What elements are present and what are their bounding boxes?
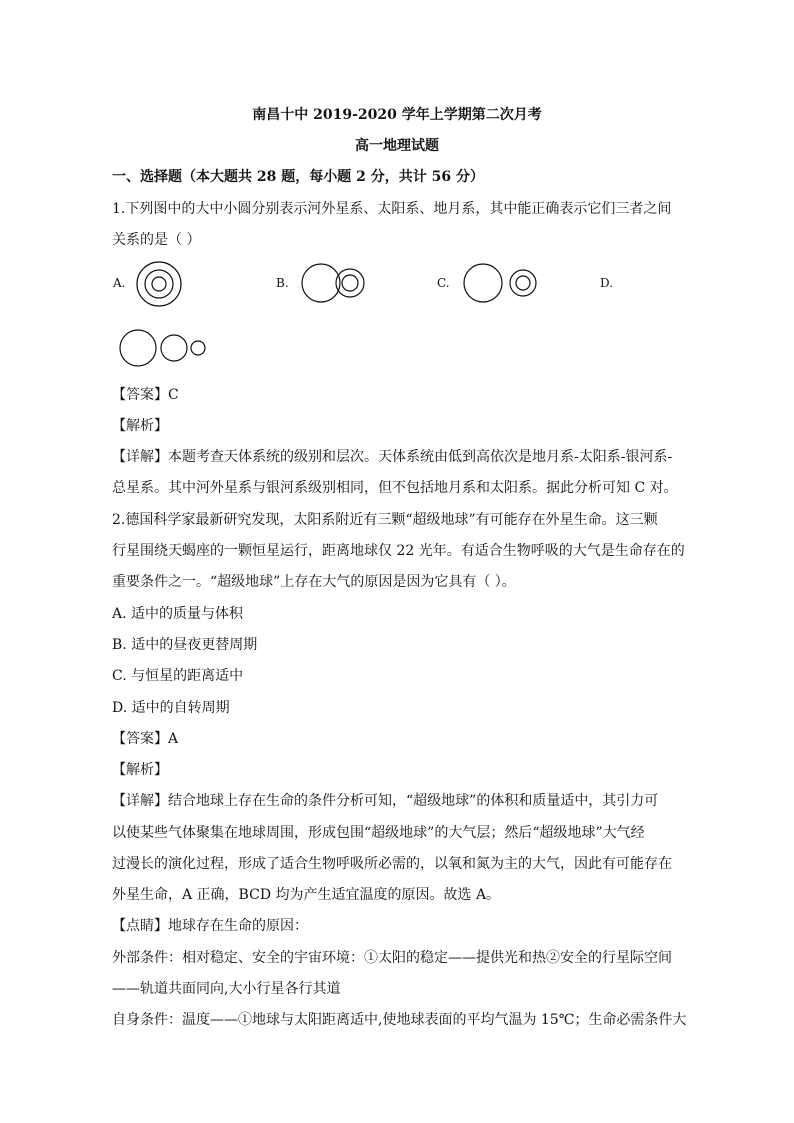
q1-stem-line2: 关系的是（ ） <box>112 232 201 248</box>
q1-option-b-figure <box>300 262 370 306</box>
q1-detail-line1: 【详解】本题考查天体系统的级别和层次。天体系统由低到高依次是地月系-太阳系-银河系- <box>112 449 673 465</box>
q1-analysis-label: 【解析】 <box>112 418 168 434</box>
document-subtitle: 高一地理试题 <box>355 138 439 154</box>
q2-option-b: B. 适中的昼夜更替周期 <box>112 637 258 653</box>
q2-option-d: D. 适中的自转周期 <box>112 700 230 716</box>
q2-option-a: A. 适中的质量与体积 <box>112 606 244 622</box>
q1-answer: 【答案】C <box>112 387 179 403</box>
q1-option-a-figure <box>135 260 185 310</box>
section-heading: 一、选择题（本大题共 28 题，每小题 2 分，共计 56 分） <box>112 169 484 185</box>
q2-detail-line4: 外星生命，A 正确，BCD 均为产生适宜温度的原因。故选 A。 <box>112 887 501 903</box>
q1-option-d-figure <box>118 328 218 370</box>
q2-detail-line3: 过漫长的演化过程，形成了适合生物呼吸所必需的，以氧和氮为主的大气，因此有可能存在 <box>112 856 672 872</box>
q1-option-c-label: C. <box>437 276 450 290</box>
q2-external-line2: ——轨道共面同向,大小行星各行其道 <box>112 981 341 997</box>
q1-stem-line1: 1.下列图中的大中小圆分别表示河外星系、太阳系、地月系，其中能正确表示它们三者之间 <box>112 201 672 217</box>
q2-stem-line1: 2.德国科学家最新研究发现，太阳系附近有三颗“超级地球”有可能存在外星生命。这三颗 <box>112 512 658 528</box>
q2-stem-line2: 行星围绕天蝎座的一颗恒星运行，距离地球仅 22 光年。有适合生物呼吸的大气是生命存在的 <box>112 543 685 559</box>
q2-detail-line2: 以使某些气体聚集在地球周围，形成包围“超级地球”的大气层；然后“超级地球”大气经 <box>112 825 645 841</box>
q2-self-line: 自身条件：温度——①地球与太阳距离适中,使地球表面的平均气温为 15℃；生命必需条件大 <box>112 1012 687 1028</box>
q2-external-line1: 外部条件：相对稳定、安全的宇宙环境：①太阳的稳定——提供光和热②安全的行星际空间 <box>112 950 672 966</box>
q2-analysis-label: 【解析】 <box>112 762 168 778</box>
q1-option-d-label: D. <box>600 276 614 290</box>
q1-option-b-label: B. <box>276 276 289 290</box>
q1-detail-line2: 总星系。其中河外星系与银河系级别相同，但不包括地月系和太阳系。据此分析可知 C 对。 <box>112 480 678 496</box>
q2-stem-line3: 重要条件之一。“超级地球”上存在大气的原因是因为它具有（ ）。 <box>112 574 516 590</box>
document-title: 南昌十中 2019-2020 学年上学期第二次月考 <box>252 107 542 123</box>
q2-option-c: C. 与恒星的距离适中 <box>112 668 244 684</box>
q1-option-a-label: A. <box>113 276 126 290</box>
q1-option-c-figure <box>462 262 542 306</box>
q2-detail-line1: 【详解】结合地球上存在生命的条件分析可知，“超级地球”的体积和质量适中，其引力可 <box>112 793 659 809</box>
q2-point-line: 【点睛】地球存在生命的原因： <box>112 918 308 934</box>
q2-answer: 【答案】A <box>112 731 179 747</box>
